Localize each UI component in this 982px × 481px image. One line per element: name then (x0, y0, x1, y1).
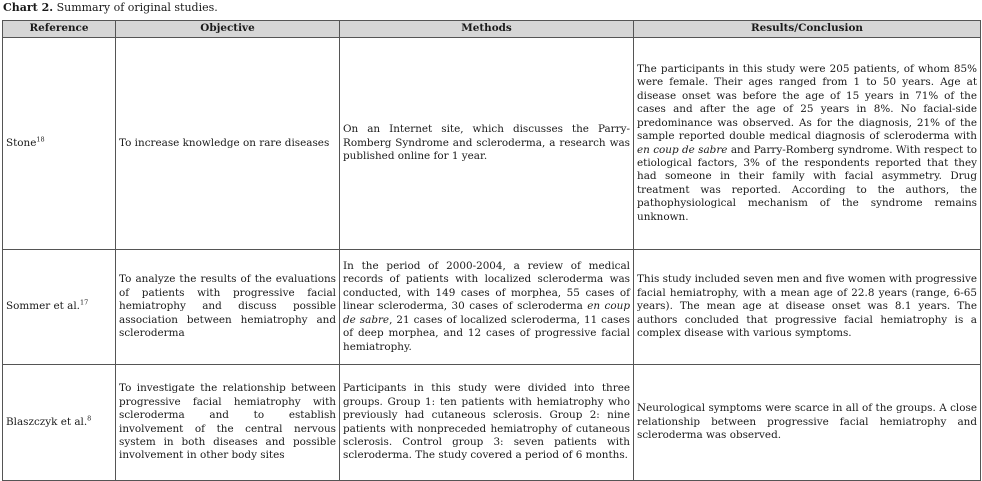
methods-text: In the period of 2000-2004, a review of medical records of patients with localized scleroderma was conducted, with 149 cases of morphea, 55 cases of linear scleroderma, 30 cases of scleroderma (343, 260, 630, 313)
objective-cell: To investigate the relationship between progressive facial hemiatrophy with scleroderma and to establish involvement of the central nervous system in both diseases and possible involvement in other body sites (116, 365, 340, 481)
reference-cell (3, 38, 116, 250)
results-text: The participants in this study were 205 patients, of whom 85% were female. Their ages ranged from 1 to 50 years. Age at disease onset was before the age of 15 years in 71% of the cases and after the age of 25 years in 8%. No facial-side predominance was observed. As for the diagnosis, 21% of the sample reported double medical diagnosis of scleroderma with (637, 63, 977, 143)
table-caption (3, 1, 218, 15)
results-italic: en coup de sabre (637, 143, 728, 156)
methods-cell (340, 250, 634, 365)
methods-cell: On an Internet site, which discusses the Parry-Romberg Syndrome and scleroderma, a research was published online for 1 year. (340, 38, 634, 250)
reference-number: 17 (79, 298, 89, 307)
header-methods: Methods (340, 21, 634, 38)
reference-number: 18 (36, 135, 45, 144)
caption-label: Chart 2. (3, 1, 54, 14)
reference-name: Sommer et al. (6, 300, 80, 313)
header-results: Results/Conclusion (634, 21, 981, 38)
methods-text: , 21 cases of localized scleroderma, 11 cases of deep morphea, and 12 cases of progressive facial hemiatrophy. (343, 313, 630, 353)
results-cell: This study included seven men and five women with progressive facial hemiatrophy, with a mean age of 22.8 years (range, 6-65 years). The mean age at disease onset was 8.1 years. The authors concluded that progressive facial hemiatrophy is a complex disease with various symptoms. (634, 250, 981, 365)
table-row (3, 38, 981, 250)
objective-cell: To analyze the results of the evaluations of patients with progressive facial hemiatrophy and discuss possible association between hemiatrophy and scleroderma (116, 250, 340, 365)
results-cell (634, 38, 981, 250)
summary-table (2, 20, 981, 481)
caption-text: Summary of original studies. (53, 1, 218, 14)
reference-cell (3, 250, 116, 365)
results-text: and Parry-Romberg syndrome. With respect to etiological factors, 3% of the respondents reported that they had someone in their family with facial asymmetry. Drug treatment was reported. According to the authors, the pathophysiological mechanism of the syndrome remains unknown. (637, 143, 977, 223)
methods-italic: en coup de sabre (343, 300, 630, 326)
reference-name: Stone (6, 136, 37, 149)
objective-cell: To increase knowledge on rare diseases (116, 38, 340, 250)
header-reference: Reference (3, 21, 116, 38)
reference-cell (3, 365, 116, 481)
reference-number: 8 (87, 414, 92, 423)
table-row (3, 250, 981, 365)
header-objective: Objective (116, 21, 340, 38)
table-row (3, 365, 981, 481)
results-cell: Neurological symptoms were scarce in all of the groups. A close relationship between progressive facial hemiatrophy and scleroderma was observed. (634, 365, 981, 481)
header-row (3, 21, 981, 38)
methods-cell: Participants in this study were divided into three groups. Group 1: ten patients with hemiatrophy who previously had cutaneous sclerosis. Group 2: nine patients with nonpreceded hemiatrophy of cutaneous sclerosis. Control group 3: seven patients with scleroderma. The study covered a period of 6 months. (340, 365, 634, 481)
reference-name: Blaszczyk et al. (6, 415, 88, 428)
